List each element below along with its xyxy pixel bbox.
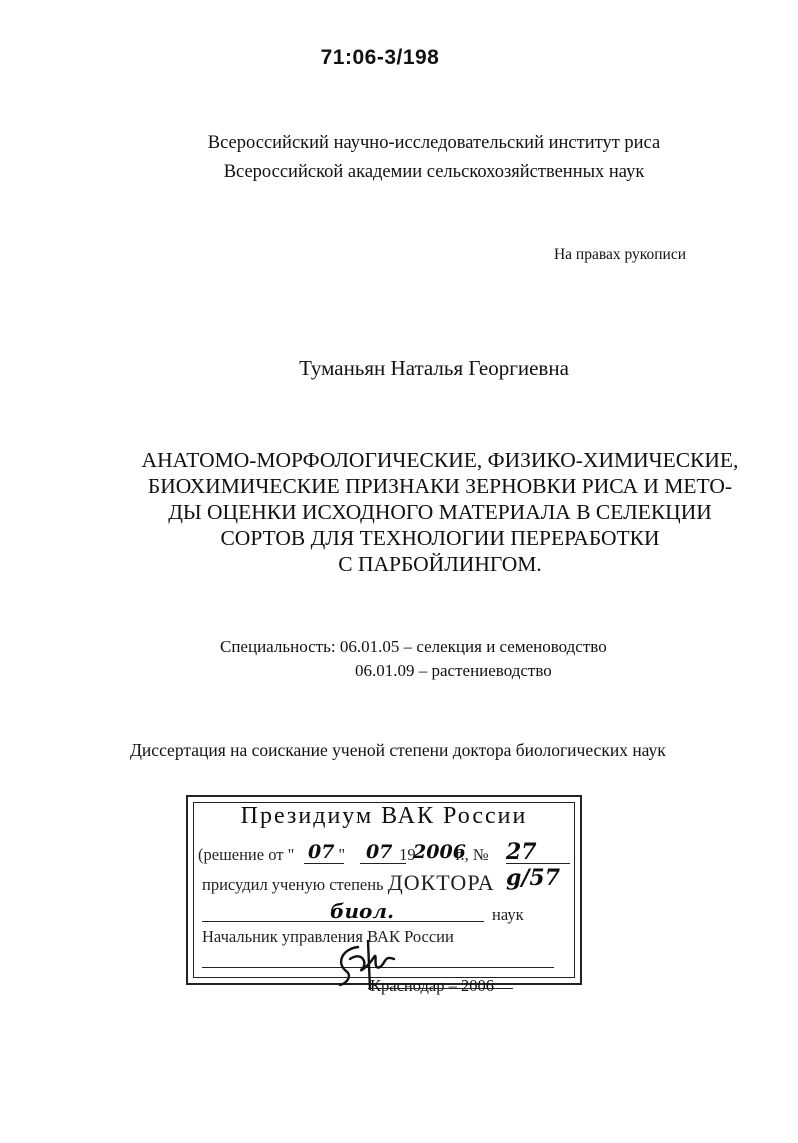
- handwritten-day: 07: [308, 841, 335, 863]
- specialty-code-2: 06.01.09 – растениеводство: [355, 661, 552, 680]
- decision-suffix: г., №: [455, 845, 489, 864]
- institute-name: Всероссийский научно-исследовательский институт риса: [207, 133, 661, 153]
- city-year: Краснодар – 2006: [370, 976, 494, 995]
- title-line: СОРТОВ ДЛЯ ТЕХНОЛОГИИ ПЕРЕРАБОТКИ: [220, 526, 660, 550]
- awarded-text: присудил ученую степень: [202, 875, 384, 894]
- specialty-row: [220, 637, 607, 657]
- manuscript-rights: На правах рукописи: [553, 246, 686, 263]
- stamp-head-line: Начальник управления ВАК России: [202, 927, 454, 946]
- title-line: БИОХИМИЧЕСКИЕ ПРИЗНАКИ ЗЕРНОВКИ РИСА И МЕТО-: [147, 474, 733, 498]
- handwritten-decision-number: 27 g/57: [506, 839, 561, 891]
- city-strike-line: [368, 988, 513, 989]
- specialty-code-1: 06.01.05 – селекция и семеноводство: [339, 637, 607, 656]
- catalog-code: 71:06-3/198: [320, 46, 440, 69]
- degree-text: ДОКТОРА: [387, 870, 495, 895]
- academy-name: Всероссийской академии сельскохозяйственных наук: [223, 162, 645, 182]
- dissertation-degree-line: Диссертация на соискание ученой степени доктора биологических наук: [130, 740, 666, 760]
- handwritten-year: 2006: [413, 841, 466, 863]
- number-underline: [506, 863, 570, 864]
- stamp-award-line: [202, 870, 495, 896]
- title-line: АНАТОМО-МОРФОЛОГИЧЕСКИЕ, ФИЗИКО-ХИМИЧЕСКИЕ,: [141, 448, 739, 472]
- title-line: С ПАРБОЙЛИНГОМ.: [338, 552, 542, 576]
- stamp-title: Президиум ВАК России: [240, 803, 528, 829]
- title-line: ДЫ ОЦЕНКИ ИСХОДНОГО МАТЕРИАЛА В СЕЛЕКЦИИ: [168, 500, 712, 524]
- specialty-label: Специальность:: [220, 637, 336, 656]
- decision-quote: ": [338, 845, 346, 864]
- author-name: Туманьян Наталья Георгиевна: [299, 356, 569, 380]
- decision-century: 19: [399, 845, 416, 864]
- decision-prefix: (решение от ": [198, 845, 295, 864]
- day-underline: [304, 863, 344, 864]
- dissertation-title: [120, 447, 760, 577]
- vak-stamp: [186, 795, 582, 985]
- month-underline: [360, 863, 406, 864]
- field-underline: [202, 921, 484, 922]
- science-word: наук: [492, 905, 524, 924]
- handwritten-science-field: биол.: [330, 899, 394, 923]
- handwritten-month: 07: [366, 841, 393, 863]
